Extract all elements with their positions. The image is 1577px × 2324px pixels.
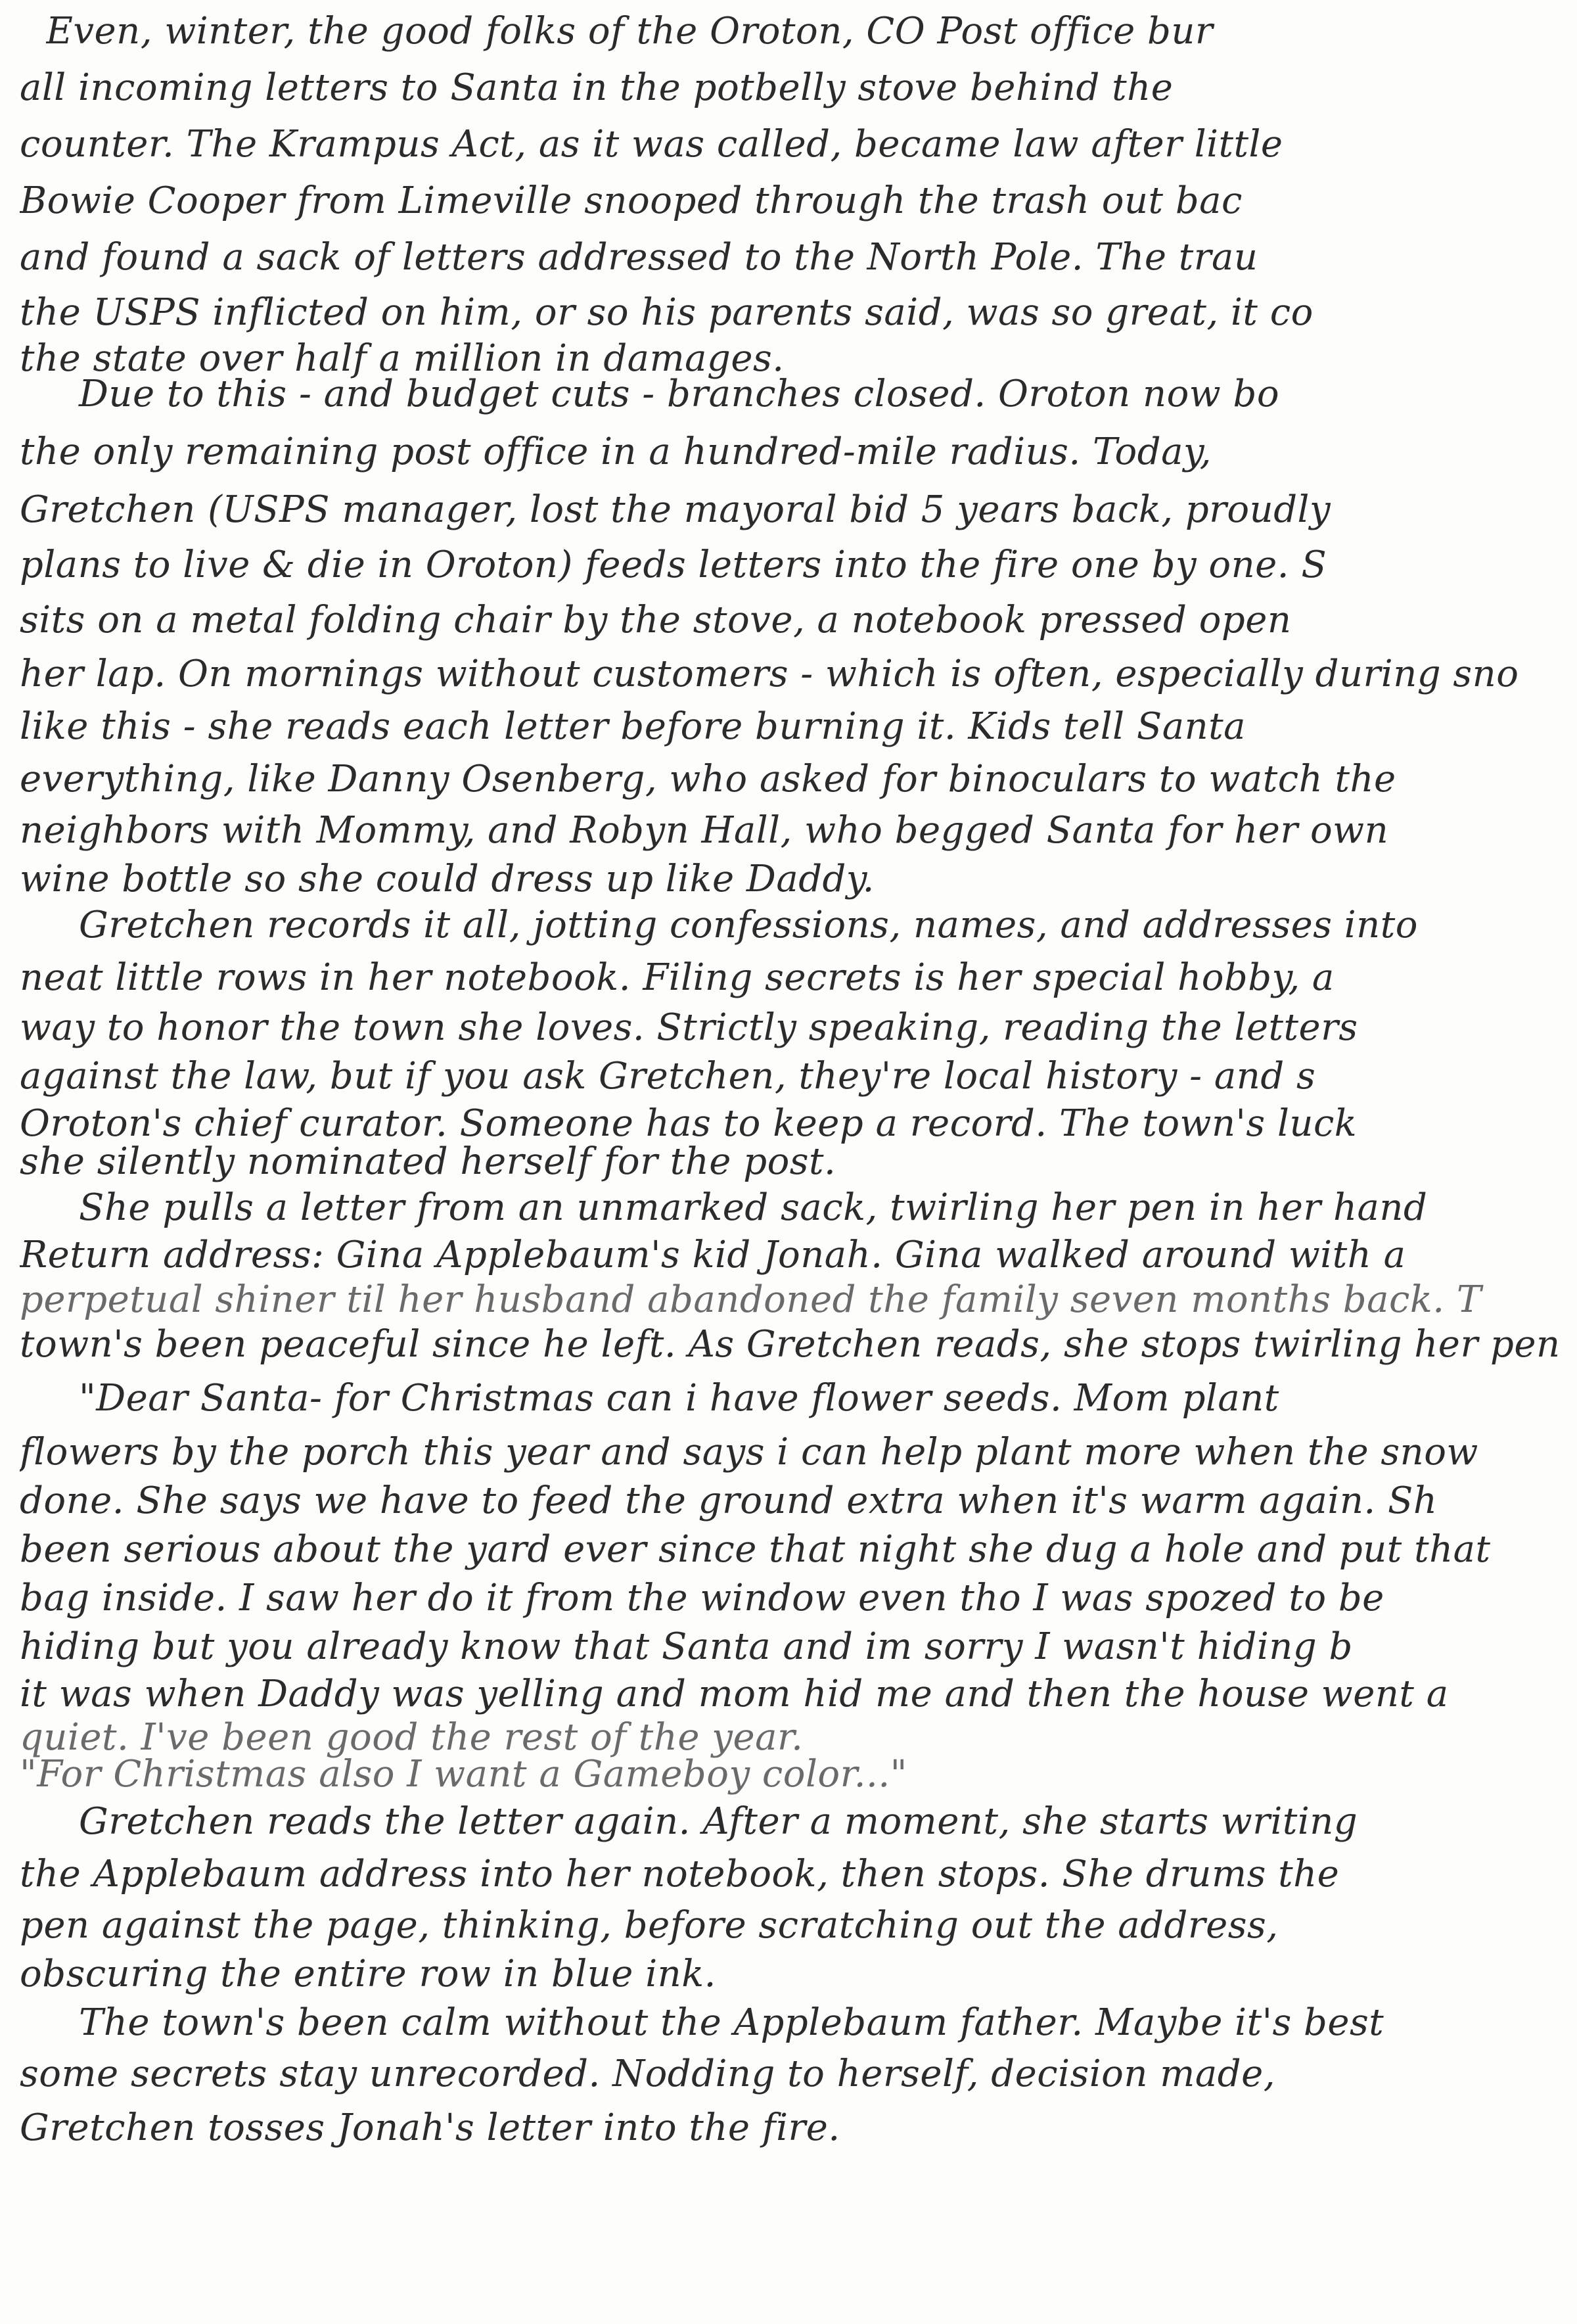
text-line: hiding but you already know that Santa and im sorry I wasn't hiding b [20, 1625, 1353, 1668]
text-line: obscuring the entire row in blue ink. [20, 1953, 716, 1995]
text-line: wine bottle so she could dress up like Daddy. [20, 858, 875, 900]
text-line: Gretchen tosses Jonah's letter into the fire. [20, 2106, 840, 2149]
text-line: it was when Daddy was yelling and mom hid me and then the house went a [20, 1673, 1449, 1715]
text-line: Oroton's chief curator. Someone has to keep a record. The town's luck [20, 1102, 1358, 1145]
text-line: against the law, but if you ask Gretchen, they're local history - and s [20, 1055, 1316, 1098]
text-line: the Applebaum address into her notebook, then stops. She drums the [20, 1853, 1340, 1895]
text-line: She pulls a letter from an unmarked sack, twirling her pen in her hand [79, 1186, 1428, 1229]
text-line: bag inside. I saw her do it from the window even tho I was spozed to be [20, 1577, 1384, 1619]
text-line: neat little rows in her notebook. Filing secrets is her special hobby, a [20, 956, 1335, 999]
text-line: and found a sack of letters addressed to the North Pole. The trau [20, 236, 1258, 279]
text-line: she silently nominated herself for the post. [20, 1140, 836, 1183]
text-line: the state over half a million in damages. [20, 337, 785, 380]
text-line: "Dear Santa- for Christmas can i have flower seeds. Mom plant [79, 1377, 1279, 1420]
text-line: quiet. I've been good the rest of the year. [20, 1716, 804, 1759]
text-line: been serious about the yard ever since that night she dug a hole and put that [20, 1528, 1491, 1571]
text-line: The town's been calm without the Applebaum father. Maybe it's best [79, 2001, 1384, 2044]
text-line: the USPS inflicted on him, or so his parents said, was so great, it co [20, 291, 1314, 334]
text-line: done. She says we have to feed the ground extra when it's warm again. Sh [20, 1479, 1438, 1522]
text-line: way to honor the town she loves. Strictly speaking, reading the letters [20, 1006, 1358, 1049]
text-line: sits on a metal folding chair by the stove, a notebook pressed open [20, 599, 1292, 641]
text-line: Gretchen records it all, jotting confessions, names, and addresses into [79, 904, 1418, 946]
text-line: flowers by the porch this year and says i can help plant more when the snow [20, 1431, 1478, 1474]
text-line: Bowie Cooper from Limeville snooped through the trash out bac [20, 179, 1243, 222]
text-line: pen against the page, thinking, before scratching out the address, [20, 1904, 1279, 1947]
text-line: Gretchen (USPS manager, lost the mayoral bid 5 years back, proudly [20, 488, 1331, 531]
text-line: like this - she reads each letter before burning it. Kids tell Santa [20, 705, 1246, 748]
text-line: the only remaining post office in a hundred-mile radius. Today, [20, 430, 1212, 473]
text-line: neighbors with Mommy, and Robyn Hall, who begged Santa for her own [20, 809, 1389, 852]
text-line: plans to live & die in Oroton) feeds letters into the fire one by one. S [20, 544, 1327, 586]
text-line: some secrets stay unrecorded. Nodding to herself, decision made, [20, 2053, 1276, 2095]
text-line: town's been peaceful since he left. As Gretchen reads, she stops twirling her pen [20, 1323, 1561, 1366]
text-line: Due to this - and budget cuts - branches closed. Oroton now bo [79, 373, 1280, 415]
text-line: Return address: Gina Applebaum's kid Jonah. Gina walked around with a [20, 1234, 1406, 1276]
text-line: everything, like Danny Osenberg, who asked for binoculars to watch the [20, 758, 1396, 801]
text-line: her lap. On mornings without customers - which is often, especially during sno [20, 653, 1519, 695]
text-line: all incoming letters to Santa in the potbelly stove behind the [20, 66, 1174, 109]
text-line: counter. The Krampus Act, as it was called, became law after little [20, 123, 1283, 166]
text-line: perpetual shiner til her husband abandoned the family seven months back. T [20, 1278, 1482, 1321]
text-line: Gretchen reads the letter again. After a moment, she starts writing [79, 1800, 1358, 1843]
text-line: Even, winter, the good folks of the Oroton, CO Post office bur [46, 10, 1214, 53]
text-line: "For Christmas also I want a Gameboy color..." [20, 1753, 907, 1796]
